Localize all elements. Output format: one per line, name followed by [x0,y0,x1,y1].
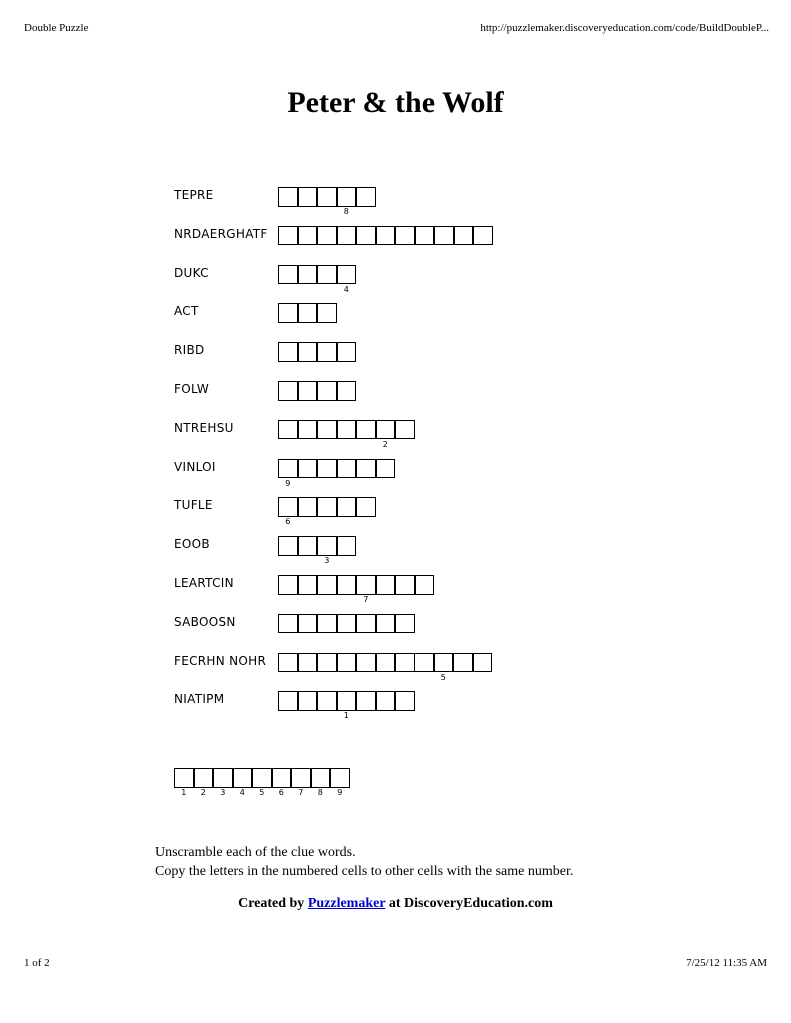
final-cell-number: 8 [317,788,323,797]
letter-cell[interactable] [395,653,415,673]
cell-number: 5 [440,672,446,682]
letter-cell[interactable] [317,187,337,207]
letter-cell[interactable] [317,342,337,362]
clue-word: FOLW [174,382,209,396]
letter-cell[interactable] [415,226,435,246]
credit-suffix: at DiscoveryEducation.com [385,896,553,911]
letter-cell[interactable] [376,226,396,246]
final-cell[interactable] [330,768,350,788]
letter-cell[interactable] [434,226,454,246]
letter-cell[interactable] [278,187,298,207]
final-cell-number: 7 [298,788,304,797]
letter-cell[interactable] [317,381,337,401]
letter-cell[interactable] [454,226,474,246]
letter-cell[interactable] [337,575,357,595]
letter-cell[interactable] [278,381,298,401]
letter-cell[interactable] [298,303,318,323]
letter-cell[interactable] [317,226,337,246]
letter-cell[interactable] [356,497,376,517]
letter-cell[interactable] [298,342,318,362]
letter-cell[interactable] [298,614,318,634]
header-title: Double Puzzle [24,22,89,34]
letter-cell[interactable] [337,653,357,673]
credit-line [0,896,791,912]
letter-cell[interactable] [337,536,357,556]
clue-word: FECRHN NOHR [174,653,267,668]
letter-cell[interactable] [278,459,298,479]
letter-cell[interactable] [298,497,318,517]
letter-cell[interactable] [298,226,318,246]
final-cell[interactable] [252,768,272,788]
cell-number: 4 [343,284,349,294]
instruction-line-2: Copy the letters in the numbered cells to other cells with the same number. [155,864,574,879]
letter-cell[interactable] [395,575,415,595]
final-cell[interactable] [213,768,233,788]
letter-cell[interactable] [278,420,298,440]
letter-cell[interactable] [278,536,298,556]
letter-cell[interactable] [376,459,396,479]
letter-cell[interactable] [395,691,415,711]
letter-cell[interactable] [356,691,376,711]
letter-cell[interactable] [317,536,337,556]
letter-cell[interactable] [278,653,298,673]
letter-cell[interactable] [376,691,396,711]
clue-word: VINLOI [174,459,216,474]
letter-cell[interactable] [317,303,337,323]
clue-word: DUKC [174,265,209,280]
credit-prefix: Created by [238,896,308,911]
clue-word: ACT [174,304,199,319]
letter-cell[interactable] [278,614,298,634]
letter-cell[interactable] [337,381,357,401]
letter-cell[interactable] [356,614,376,634]
cell-number: 6 [285,517,291,527]
letter-cell[interactable] [298,691,318,711]
final-cell-number: 1 [181,788,187,797]
letter-cell[interactable] [298,459,318,479]
letter-cell[interactable] [278,303,298,323]
puzzlemaker-link[interactable]: Puzzlemaker [307,896,386,911]
final-cell-number: 6 [278,788,284,797]
letter-cell[interactable] [356,653,376,673]
letter-cell[interactable] [317,459,337,479]
letter-cell[interactable] [298,420,318,440]
clue-word: SABOOSN [174,614,236,629]
cell-number: 7 [363,595,369,604]
instruction-line-1: Unscramble each of the clue words. [155,845,356,860]
final-cell[interactable] [174,768,194,788]
final-cell[interactable] [233,768,253,788]
letter-cell[interactable] [337,420,357,440]
final-cell-number: 4 [239,788,245,797]
letter-cell[interactable] [337,226,357,246]
letter-cell[interactable] [356,420,376,440]
clue-word: RIBD [174,343,205,358]
clue-word: NRDAERGHATF [174,226,268,241]
header-url: http://puzzlemaker.discoveryeducation.com/code/BuildDoubleP... [480,22,769,34]
final-cell-number: 2 [200,788,206,797]
letter-cell[interactable] [337,265,357,285]
clue-word: NIATIPM [174,692,225,707]
letter-cell[interactable] [434,653,454,673]
letter-cell[interactable] [298,381,318,401]
letter-cell[interactable] [356,575,376,595]
letter-cell[interactable] [473,653,493,673]
print-timestamp: 7/25/12 11:35 AM [686,957,767,969]
cell-number: 1 [343,711,349,721]
letter-cell[interactable] [317,575,337,595]
letter-cell[interactable] [278,342,298,362]
letter-cell[interactable] [337,459,357,479]
clue-word: TUFLE [174,498,213,513]
cell-number: 8 [343,207,349,216]
page-title: Peter & the Wolf [287,86,504,119]
letter-cell[interactable] [337,691,357,711]
letter-cell[interactable] [278,575,298,595]
letter-cell[interactable] [337,497,357,517]
cell-number: 9 [285,478,291,488]
letter-cell[interactable] [395,420,415,440]
letter-cell[interactable] [317,420,337,440]
letter-cell[interactable] [317,614,337,634]
letter-cell[interactable] [298,265,318,285]
clue-word: NTREHSU [174,420,234,435]
final-cell-number: 9 [337,788,343,797]
cell-number: 3 [324,556,330,566]
letter-cell[interactable] [376,575,396,595]
letter-cell[interactable] [337,342,357,362]
letter-cell[interactable] [376,653,396,673]
letter-cell[interactable] [278,226,298,246]
clue-word: EOOB [174,537,210,552]
letter-cell[interactable] [278,497,298,517]
letter-cell[interactable] [376,614,396,634]
letter-cell[interactable] [376,420,396,440]
letter-cell[interactable] [298,653,318,673]
letter-cell[interactable] [317,265,337,285]
page-counter: 1 of 2 [24,957,50,969]
letter-cell[interactable] [298,575,318,595]
letter-cell[interactable] [356,187,376,207]
letter-cell[interactable] [278,265,298,285]
letter-cell[interactable] [298,187,318,207]
letter-cell[interactable] [356,459,376,479]
letter-cell[interactable] [395,226,415,246]
clue-word: TEPRE [174,188,214,202]
letter-cell[interactable] [395,614,415,634]
final-cell[interactable] [194,768,214,788]
letter-cell[interactable] [278,691,298,711]
final-cell-number: 3 [220,788,226,797]
clue-word: LEARTCIN [174,576,234,590]
letter-cell[interactable] [356,226,376,246]
letter-cell[interactable] [317,653,337,673]
letter-cell[interactable] [317,497,337,517]
letter-cell[interactable] [298,536,318,556]
letter-cell[interactable] [337,187,357,207]
final-cell[interactable] [311,768,331,788]
cell-number: 2 [382,439,388,449]
final-cell[interactable] [291,768,311,788]
letter-cell[interactable] [414,653,434,673]
letter-cell[interactable] [453,653,473,673]
letter-cell[interactable] [317,691,337,711]
letter-cell[interactable] [337,614,357,634]
letter-cell[interactable] [473,226,493,246]
final-cell-number: 5 [259,788,265,797]
final-cell[interactable] [272,768,292,788]
letter-cell[interactable] [415,575,435,595]
